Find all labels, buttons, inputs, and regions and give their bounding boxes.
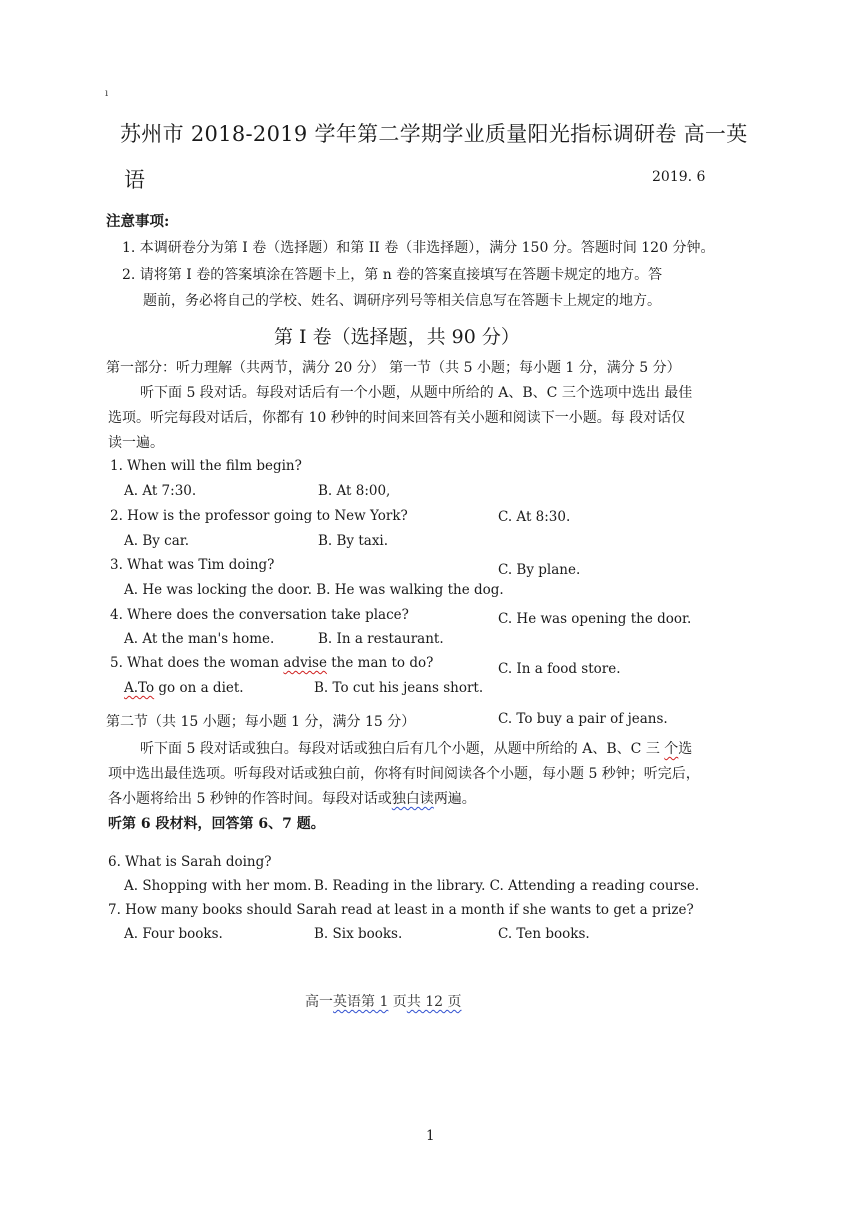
question-5-post: the man to do?: [326, 655, 434, 671]
corner-mark: ı: [105, 88, 109, 99]
question-5-option-a: [124, 680, 244, 696]
exam-date: 2019. 6: [652, 169, 706, 185]
question-5-advise: advise: [283, 655, 327, 671]
page-footer: [305, 991, 462, 1011]
title-line-2: 语: [124, 168, 146, 192]
section2-instr-1-wavy: 个: [664, 741, 679, 757]
question-2-option-b: B. By taxi.: [318, 533, 389, 549]
question-5-option-a-rest: go on a diet.: [154, 680, 244, 696]
footer-wavy-1: 英语第 1: [333, 994, 389, 1010]
question-2-option-a: A. By car.: [124, 533, 190, 549]
question-1-option-b: B. At 8:00,: [318, 483, 391, 499]
question-5-pre: 5. What does the woman: [110, 655, 284, 671]
question-6-option-a: A. Shopping with her mom.: [124, 878, 312, 894]
notes-item-1: 1. 本调研卷分为第 I 卷（选择题）和第 II 卷（非选择题），满分 150 分。答题时间 120 分钟。: [122, 240, 715, 256]
question-7-option-c: C. Ten books.: [498, 926, 590, 942]
section2-instructions-line-1: [140, 738, 692, 758]
question-4-option-c: C. In a food store.: [498, 661, 621, 677]
question-2-option-c: C. By plane.: [498, 562, 581, 578]
question-1: 1. When will the film begin?: [110, 458, 302, 474]
question-1-option-a: A. At 7:30.: [124, 483, 197, 499]
notes-heading: 注意事项:: [106, 213, 170, 230]
question-4: 4. Where does the conversation take place?: [110, 607, 409, 623]
section2-instructions-line-3: [108, 788, 476, 808]
question-4-option-a: A. At the man's home.: [124, 631, 275, 647]
question-7-option-a: A. Four books.: [124, 926, 223, 942]
question-7: 7. How many books should Sarah read at least in a month if she wants to get a prize?: [108, 902, 694, 918]
section2-heading: 第二节（共 15 小题；每小题 1 分，满分 15 分）: [106, 714, 416, 730]
section2-material: 听第 6 段材料，回答第 6、7 题。: [108, 816, 325, 832]
part1-heading: 第一部分：听力理解（共两节，满分 20 分） 第一节（共 5 小题；每小题 1 分，满分 5 分）: [106, 360, 681, 376]
question-6: 6. What is Sarah doing?: [108, 854, 272, 870]
question-2: 2. How is the professor going to New York?: [110, 508, 408, 524]
question-3: 3. What was Tim doing?: [110, 557, 275, 573]
question-5: [110, 655, 433, 671]
question-3-option-c: C. He was opening the door.: [498, 611, 692, 627]
section2-instr-3-wavy: 独白读: [391, 791, 434, 807]
section2-instr-3-pre: 各小题将给出 5 秒钟的作答时间。每段对话或: [108, 791, 392, 807]
notes-item-2-line-1: 2. 请将第 I 卷的答案填涂在答题卡上，第 n 卷的答案直接填写在答题卡规定的地方。答: [122, 267, 663, 283]
question-6-options-bc: B. Reading in the library. C. Attending a reading course.: [314, 878, 700, 894]
question-5-option-a-prefix: A.To: [124, 680, 155, 696]
section2-instr-1-pre: 听下面 5 段对话或独白。每段对话或独白后有几个小题，从题中所给的 A、B、C 三: [140, 741, 665, 757]
question-5-option-b: B. To cut his jeans short.: [314, 680, 484, 696]
page-number: 1: [426, 1128, 435, 1144]
part1-instructions-line-1: 听下面 5 段对话。每段对话后有一个小题，从题中所给的 A、B、C 三个选项中选出 最佳: [140, 385, 693, 401]
question-1-option-c: C. At 8:30.: [498, 509, 571, 525]
notes-item-2-line-2: 题前，务必将自己的学校、姓名、调研序列号等相关信息写在答题卡上规定的地方。: [143, 293, 661, 309]
question-5-option-c: C. To buy a pair of jeans.: [498, 711, 668, 727]
title-line-1: 苏州市 2018-2019 学年第二学期学业质量阳光指标调研卷 高一英: [120, 122, 748, 146]
part1-instructions-line-3: 读一遍。: [108, 435, 164, 451]
part1-instructions-line-2: 选项。听完每段对话后，你都有 10 秒钟的时间来回答有关小题和阅读下一小题。每 段对话仅: [108, 410, 686, 426]
section2-instr-3-post: 两遍。: [433, 791, 476, 807]
section2-instr-1-post: 选: [678, 741, 693, 757]
footer-pre: 高一: [305, 994, 333, 1010]
question-4-option-b: B. In a restaurant.: [318, 631, 444, 647]
footer-wavy-2: 共 12 页: [406, 994, 462, 1010]
question-3-options-ab: A. He was locking the door. B. He was walking the dog.: [124, 582, 504, 598]
footer-mid: 页: [388, 994, 407, 1010]
section2-instructions-line-2: 项中选出最佳选项。听每段对话或独白前，你将有时间阅读各个小题，每小题 5 秒钟；听完后，: [108, 766, 700, 782]
section1-heading: 第 I 卷（选择题，共 90 分）: [274, 326, 520, 348]
question-7-option-b: B. Six books.: [314, 926, 403, 942]
